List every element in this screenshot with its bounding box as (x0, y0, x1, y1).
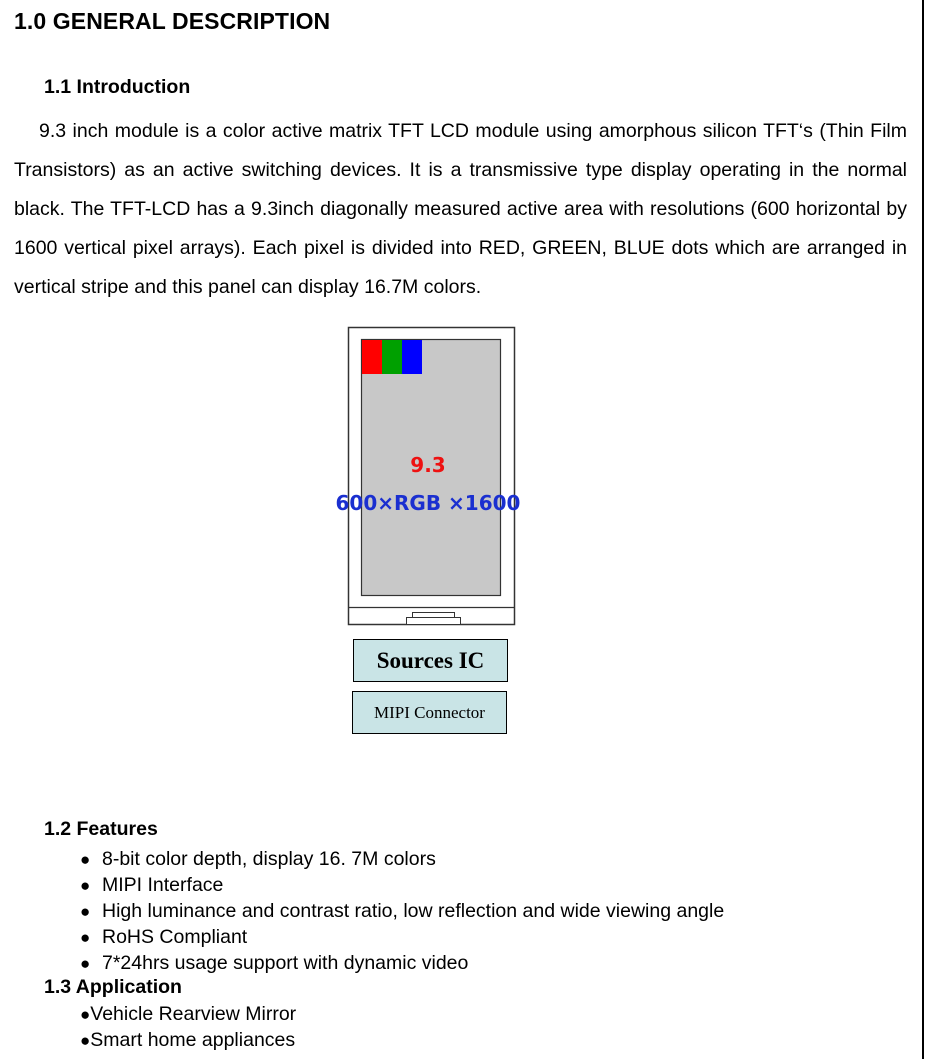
features-title: 1.2 Features (44, 818, 158, 840)
mipi-connector-label: MIPI Connector (374, 702, 485, 722)
features-list (80, 846, 724, 976)
sources-ic-label: Sources IC (376, 647, 485, 673)
list-item: ●Smart home appliances (80, 1027, 296, 1053)
sources-ic-box (353, 639, 508, 682)
bullet-icon: ● (80, 954, 91, 973)
list-item: ● High luminance and contrast ratio, low reflection and wide viewing angle (80, 898, 724, 924)
bullet-icon: ● (80, 1031, 91, 1050)
green-subpixel (382, 340, 402, 374)
resolution-label: 600×RGB ×1600 (335, 491, 521, 515)
list-item: ● MIPI Interface (80, 872, 724, 898)
mipi-connector-box (352, 691, 507, 734)
fpc-base (407, 618, 461, 625)
list-item: ●Vehicle Rearview Mirror (80, 1001, 296, 1027)
bullet-icon: ● (80, 850, 91, 869)
intro-paragraph: 9.3 inch module is a color active matrix TFT LCD module using amorphous silicon TFT‘s (Thin Film Transistors) as an active switching devices. It is a transmissive type display operating in the normal black. The TFT-LCD has a 9.3inch diagonally measured active area with resolutions (600 horizontal by 1600 vertical pixel arrays). Each pixel is divided into RED, GREEN, BLUE dots which are arranged in vertical stripe and this panel can display 16.7M colors. (14, 120, 907, 298)
list-item: ● RoHS Compliant (80, 924, 724, 950)
bullet-icon: ● (80, 876, 91, 895)
list-item: ● 8-bit color depth, display 16. 7M colors (80, 846, 724, 872)
diagonal-size-label: 9.3 (410, 453, 446, 477)
application-title: 1.3 Application (44, 976, 182, 998)
bullet-icon: ● (80, 1005, 91, 1024)
red-subpixel (362, 340, 382, 374)
fpc-tab (413, 613, 455, 618)
section-heading: 1.0 GENERAL DESCRIPTION (14, 8, 331, 34)
application-list (80, 1001, 296, 1053)
list-item: ● 7*24hrs usage support with dynamic video (80, 950, 724, 976)
bullet-icon: ● (80, 928, 91, 947)
blue-subpixel (402, 340, 422, 374)
bullet-icon: ● (80, 902, 91, 921)
intro-title: 1.1 Introduction (44, 76, 191, 98)
